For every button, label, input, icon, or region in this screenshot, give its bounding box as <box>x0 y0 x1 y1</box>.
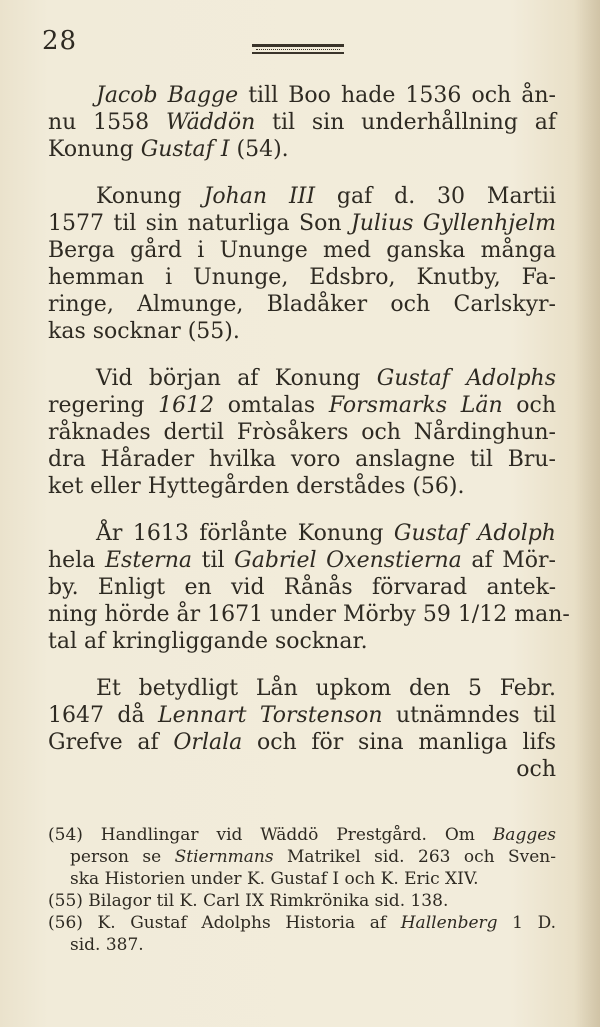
text-line <box>48 675 556 702</box>
text-run: Konung <box>48 137 141 162</box>
text-run: person se <box>70 847 175 867</box>
text-run: (56) K. Gustaf Adolphs Historia af <box>48 913 401 933</box>
italic-text: Forsmarks Län <box>328 393 503 418</box>
text-run: Matrikel sid. 263 och Sven- <box>273 847 556 867</box>
paragraph-gap <box>48 345 556 365</box>
text-run: till Boo hade 1536 och ån- <box>238 83 556 108</box>
header-ornament <box>252 44 344 54</box>
text-line <box>48 473 556 500</box>
text-run: År 1613 förlånte Konung <box>96 521 394 546</box>
text-line <box>48 318 556 345</box>
text-line <box>48 365 556 392</box>
text-line <box>48 183 556 210</box>
text-run: ringe, Almunge, Bladåker och Carlskyr- <box>48 292 556 317</box>
text-run: Berga gård i Ununge med ganska många <box>48 238 556 263</box>
text-line <box>48 601 570 628</box>
paragraph <box>48 82 556 163</box>
text-run: regering <box>48 393 159 418</box>
text-line <box>48 520 556 547</box>
paragraph <box>48 183 556 345</box>
text-run: ket eller Hyttegården derstådes (56). <box>48 474 465 499</box>
text-run: och <box>502 393 556 418</box>
text-run: dra Hårader hvilka voro anslagne til Bru- <box>48 447 556 472</box>
text-run: nu 1558 <box>48 110 166 135</box>
italic-text: Esterna <box>104 548 192 573</box>
text-run: sid. 387. <box>70 935 144 955</box>
text-line <box>48 574 556 601</box>
text-line <box>48 890 556 912</box>
italic-text: 1612 <box>158 393 215 418</box>
text-line <box>48 109 556 136</box>
text-line <box>48 547 556 574</box>
footnote <box>48 824 556 890</box>
text-run: Grefve af <box>48 730 174 755</box>
text-line <box>48 392 556 419</box>
paragraph <box>48 365 556 500</box>
italic-text: Johan III <box>203 184 316 209</box>
text-run: gaf d. 30 Martii <box>315 184 556 209</box>
italic-text: Stiernmans <box>174 847 274 867</box>
italic-text: Orlala <box>173 730 243 755</box>
text-run: omtalas <box>214 393 329 418</box>
italic-text: Wäddön <box>165 110 256 135</box>
italic-text: Gustaf Adolphs <box>376 366 557 391</box>
text-line <box>48 82 556 109</box>
text-run: Konung <box>96 184 204 209</box>
italic-text: Gustaf Adolph <box>393 521 556 546</box>
text-run: hemman i Ununge, Edsbro, Knutby, Fa- <box>48 265 556 290</box>
text-run: 1577 til sin naturliga Son <box>48 211 351 236</box>
text-run: ska Historien under K. Gustaf I och K. Eric XIV. <box>70 869 479 889</box>
italic-text: Lennart Torstenson <box>157 703 383 728</box>
text-run: 1 D. <box>497 913 556 933</box>
paragraph <box>48 520 570 655</box>
text-line <box>48 446 556 473</box>
paragraph-gap <box>48 500 556 520</box>
text-line <box>48 846 556 868</box>
text-run: och för sina manliga lifs <box>242 730 556 755</box>
text-line <box>48 934 556 956</box>
italic-text: Jacob Bagge <box>96 83 239 108</box>
text-run: hela <box>48 548 105 573</box>
text-line <box>48 291 556 318</box>
text-line <box>48 419 556 446</box>
text-line <box>48 729 556 756</box>
italic-text: Julius Gyllenhjelm <box>350 211 557 236</box>
paragraph-gap <box>48 655 556 675</box>
text-run: (54). <box>229 137 289 162</box>
text-run: kas socknar (55). <box>48 319 240 344</box>
text-line <box>48 824 556 846</box>
italic-text: Gustaf I <box>140 137 230 162</box>
text-line <box>48 702 556 729</box>
paragraph-gap <box>48 163 556 183</box>
text-run: utnämndes til <box>382 703 556 728</box>
page-number: 28 <box>42 26 78 56</box>
text-run: by. Enligt en vid Rånås förvarad antek- <box>48 575 556 600</box>
text-line <box>48 264 556 291</box>
footnote <box>48 890 556 912</box>
text-run: til <box>191 548 235 573</box>
text-run: råknades dertil Fròsåkers och Nårdinghun- <box>48 420 556 445</box>
text-run: til sin underhållning af <box>255 110 556 135</box>
text-run: Vid början af Konung <box>96 366 377 391</box>
italic-text: Bagges <box>492 825 556 845</box>
text-line <box>48 868 556 890</box>
paragraph <box>48 675 556 783</box>
footnotes <box>48 824 556 956</box>
text-run: (55) Bilagor til K. Carl IX Rimkrönika sid. 138. <box>48 891 449 911</box>
text-run: 1647 då <box>48 703 158 728</box>
text-line <box>48 237 556 264</box>
main-text <box>48 82 570 783</box>
text-line <box>48 628 556 655</box>
text-run: ning hörde år 1671 under Mörby 59 1/12 man- <box>48 602 570 627</box>
italic-text: Gabriel Oxenstierna <box>234 548 462 573</box>
text-run: (54) Handlingar vid Wäddö Prestgård. Om <box>48 825 493 845</box>
text-line <box>48 210 556 237</box>
text-line <box>48 136 556 163</box>
text-run: af Mör- <box>461 548 556 573</box>
italic-text: Hallenberg <box>400 913 498 933</box>
footnote <box>48 912 556 956</box>
text-run: tal af kringliggande socknar. <box>48 629 368 654</box>
text-line <box>48 912 556 934</box>
catchword: och <box>516 757 556 782</box>
page-spine-shadow <box>574 0 600 1027</box>
text-run: Et betydligt Lån upkom den 5 Febr. <box>96 676 556 701</box>
